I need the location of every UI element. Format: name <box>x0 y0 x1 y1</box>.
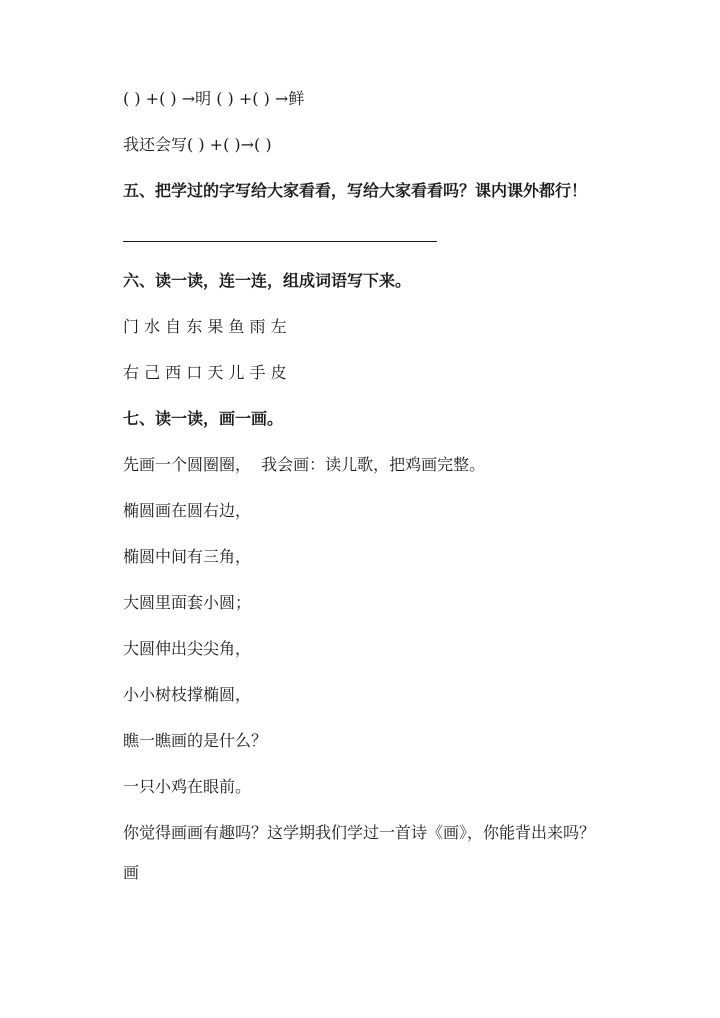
poem-line: 椭圆中间有三角， <box>123 547 252 566</box>
poem-line: 大圆里面套小圆； <box>123 593 252 612</box>
answer-blank-line <box>123 241 437 242</box>
poem-line: 椭圆画在圆右边， <box>123 501 252 520</box>
section-7-intro: 先画一个圆圈圈， 我会画：读儿歌，把鸡画完整。 <box>123 455 486 474</box>
char-compose-extra: 我还会写( ) +( )→( ) <box>123 135 272 154</box>
word-row-2: 右 己 西 口 天 儿 手 皮 <box>123 363 287 382</box>
poem-title: 画 <box>123 863 140 882</box>
poem-line: 大圆伸出尖尖角， <box>123 639 252 658</box>
poem-line: 瞧一瞧画的是什么？ <box>123 731 268 750</box>
poem-question: 你觉得画画有趣吗？这学期我们学过一首诗《画》，你能背出来吗？ <box>123 823 596 842</box>
word-row-1: 门 水 自 东 果 鱼 雨 左 <box>123 317 287 336</box>
poem-line: 小小树枝撑椭圆， <box>123 685 252 704</box>
char-compose-exercise: ( ) +( ) →明 ( ) +( ) →鲜 <box>123 89 305 108</box>
section-5-heading: 五、把学过的字写给大家看看，写给大家看看吗？课内课外都行！ <box>123 181 588 200</box>
section-6-heading: 六、读一读，连一连，组成词语写下来。 <box>123 271 412 290</box>
section-7-heading: 七、读一读，画一画。 <box>123 409 284 428</box>
poem-line: 一只小鸡在眼前。 <box>123 777 252 796</box>
